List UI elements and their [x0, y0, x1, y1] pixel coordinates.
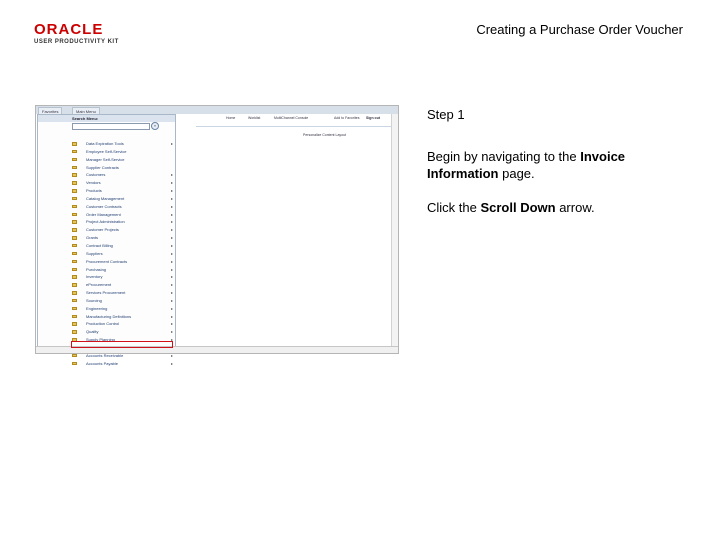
instruction-click-bold: Scroll Down — [480, 200, 556, 215]
submenu-arrow-icon: ▸ — [171, 360, 174, 366]
submenu-arrow-icon: ▸ — [171, 195, 174, 201]
submenu-arrow-icon: ▸ — [171, 274, 174, 280]
tab-main-menu[interactable]: Main Menu — [72, 107, 100, 115]
menu-item[interactable] — [72, 156, 175, 164]
menu-item[interactable] — [72, 164, 175, 172]
vertical-scrollbar[interactable] — [391, 114, 398, 347]
menu-item[interactable] — [72, 203, 175, 211]
menu-item-label: Purchasing — [86, 266, 107, 272]
menu-item-label: Vendors — [86, 180, 101, 186]
submenu-arrow-icon: ▸ — [171, 313, 174, 319]
instruction-navigate-post: page. — [498, 166, 535, 181]
menu-item-list — [72, 140, 175, 367]
menu-item-label: Contract Billing — [86, 242, 113, 248]
folder-icon — [72, 275, 77, 279]
menu-item[interactable] — [72, 234, 175, 242]
folder-icon — [72, 197, 77, 201]
menu-item-label: Catalog Management — [86, 195, 125, 201]
menu-item[interactable] — [72, 328, 175, 336]
submenu-arrow-icon: ▸ — [171, 290, 174, 296]
folder-icon — [72, 362, 77, 366]
personalize-link[interactable]: Personalize Content Layout — [303, 133, 346, 137]
menu-item[interactable] — [72, 171, 175, 179]
menu-item[interactable] — [72, 320, 175, 328]
nav-home-link[interactable]: Home — [226, 116, 236, 120]
folder-icon — [72, 299, 77, 303]
menu-item-label: Products — [86, 188, 102, 194]
folder-icon — [72, 244, 77, 248]
submenu-arrow-icon: ▸ — [171, 352, 174, 358]
folder-icon — [72, 150, 77, 154]
menu-item[interactable] — [72, 195, 175, 203]
folder-icon — [72, 252, 77, 256]
instruction-navigate-pre: Begin by navigating to the — [427, 149, 581, 164]
main-menu-dropdown — [37, 114, 176, 366]
menu-item[interactable] — [72, 305, 175, 313]
submenu-arrow-icon: ▸ — [171, 250, 174, 256]
menu-item[interactable] — [72, 179, 175, 187]
application-screenshot — [35, 105, 399, 366]
menu-item[interactable] — [72, 289, 175, 297]
submenu-arrow-icon: ▸ — [171, 180, 174, 186]
scroll-down-arrow-highlight[interactable] — [71, 341, 173, 348]
menu-item[interactable] — [72, 281, 175, 289]
folder-icon — [72, 322, 77, 326]
submenu-arrow-icon: ▸ — [171, 321, 174, 327]
upk-logo-text: USER PRODUCTIVITY KIT — [34, 39, 119, 45]
submenu-arrow-icon: ▸ — [171, 258, 174, 264]
menu-item-label: eProcurement — [86, 282, 112, 288]
search-menu-label: Search Menu: — [38, 115, 175, 122]
submenu-arrow-icon: ▸ — [171, 227, 174, 233]
menu-item-label: Sourcing — [86, 297, 102, 303]
menu-item-label: Order Management — [86, 211, 121, 217]
instruction-navigate-bold: Invoice Information — [427, 149, 626, 181]
folder-icon — [72, 315, 77, 319]
submenu-arrow-icon: ▸ — [171, 141, 174, 146]
nav-multichannel-link[interactable]: MultiChannel Console — [274, 116, 309, 120]
menu-item[interactable] — [72, 218, 175, 226]
menu-item-label: Manufacturing Definitions — [86, 313, 132, 319]
menu-item-label: Services Procurement — [86, 290, 126, 296]
submenu-arrow-icon: ▸ — [171, 329, 174, 335]
submenu-arrow-icon: ▸ — [171, 297, 174, 303]
submenu-arrow-icon: ▸ — [171, 211, 174, 217]
folder-icon — [72, 291, 77, 295]
document-title: Creating a Purchase Order Voucher — [476, 22, 683, 37]
submenu-arrow-icon: ▸ — [171, 337, 174, 343]
menu-item-label: Supply Planning — [86, 337, 115, 343]
nav-worklist-link[interactable]: Worklist — [248, 116, 261, 120]
nav-sign-out-link[interactable]: Sign out — [366, 116, 380, 120]
header-divider — [196, 126, 398, 127]
folder-icon — [72, 307, 77, 311]
menu-item-label: Grants — [86, 235, 99, 241]
menu-item[interactable] — [72, 273, 175, 281]
menu-item[interactable] — [72, 242, 175, 250]
menu-item-label: Inventory — [86, 274, 103, 280]
submenu-arrow-icon: ▸ — [171, 235, 174, 241]
folder-icon — [72, 142, 77, 146]
step-label: Step 1 — [427, 107, 465, 122]
menu-item[interactable] — [72, 226, 175, 234]
menu-item-label: Accounts Receivable — [86, 352, 124, 358]
instruction-click-post: arrow. — [555, 200, 595, 215]
submenu-arrow-icon: ▸ — [171, 203, 174, 209]
menu-item[interactable] — [72, 313, 175, 321]
menu-item-label: Data Expiration Tools — [86, 141, 124, 146]
tab-favorites[interactable]: Favorites — [38, 107, 62, 115]
menu-item-label: Project Administration — [86, 219, 125, 225]
folder-icon — [72, 158, 77, 162]
instruction-click-pre: Click the — [427, 200, 481, 215]
submenu-arrow-icon: ▸ — [171, 188, 174, 194]
folder-icon — [72, 173, 77, 177]
menu-item-label: Customers — [86, 172, 106, 178]
menu-item-label: Procurement Contracts — [86, 258, 128, 264]
menu-item-label: Customer Projects — [86, 227, 119, 233]
menu-search-go-button[interactable]: » — [151, 122, 159, 130]
menu-search-input[interactable] — [72, 123, 150, 130]
menu-item[interactable] — [72, 211, 175, 219]
menu-item-label: Engineering — [86, 305, 108, 311]
folder-icon — [72, 260, 77, 264]
instruction-navigate — [427, 148, 667, 182]
folder-icon — [72, 220, 77, 224]
oracle-upk-logo — [34, 22, 134, 46]
menu-item-label: Production Control — [86, 321, 120, 327]
submenu-arrow-icon: ▸ — [171, 219, 174, 225]
submenu-arrow-icon: ▸ — [171, 305, 174, 311]
folder-icon — [72, 189, 77, 193]
oracle-logo-text: ORACLE — [34, 21, 104, 38]
folder-icon — [72, 166, 77, 170]
menu-item-label: Supplier Contracts — [86, 164, 119, 170]
menu-item-label: Suppliers — [86, 250, 103, 256]
folder-icon — [72, 228, 77, 232]
folder-icon — [72, 181, 77, 185]
submenu-arrow-icon: ▸ — [171, 266, 174, 272]
menu-item[interactable] — [72, 297, 175, 305]
folder-icon — [72, 213, 77, 217]
menu-item-label: Quality — [86, 329, 99, 335]
submenu-arrow-icon: ▸ — [171, 172, 174, 178]
submenu-arrow-icon: ▸ — [171, 242, 174, 248]
menu-item-label: Employee Self-Service — [86, 148, 127, 154]
menu-item[interactable] — [72, 140, 175, 148]
menu-item[interactable] — [72, 250, 175, 258]
nav-add-favorites-link[interactable]: Add to Favorites — [334, 116, 360, 120]
menu-item[interactable] — [72, 266, 175, 274]
folder-icon — [72, 354, 77, 358]
menu-item-label: Accounts Payable — [86, 360, 119, 366]
folder-icon — [72, 236, 77, 240]
folder-icon — [72, 268, 77, 272]
menu-item-label: Manager Self-Service — [86, 156, 125, 162]
folder-icon — [72, 205, 77, 209]
menu-item[interactable] — [72, 258, 175, 266]
submenu-arrow-icon: ▸ — [171, 282, 174, 288]
folder-icon — [72, 330, 77, 334]
menu-item[interactable] — [72, 148, 175, 156]
menu-item-label: Customer Contracts — [86, 203, 122, 209]
menu-item[interactable] — [72, 187, 175, 195]
folder-icon — [72, 283, 77, 287]
menu-item[interactable] — [72, 360, 175, 368]
instruction-click — [427, 199, 667, 216]
